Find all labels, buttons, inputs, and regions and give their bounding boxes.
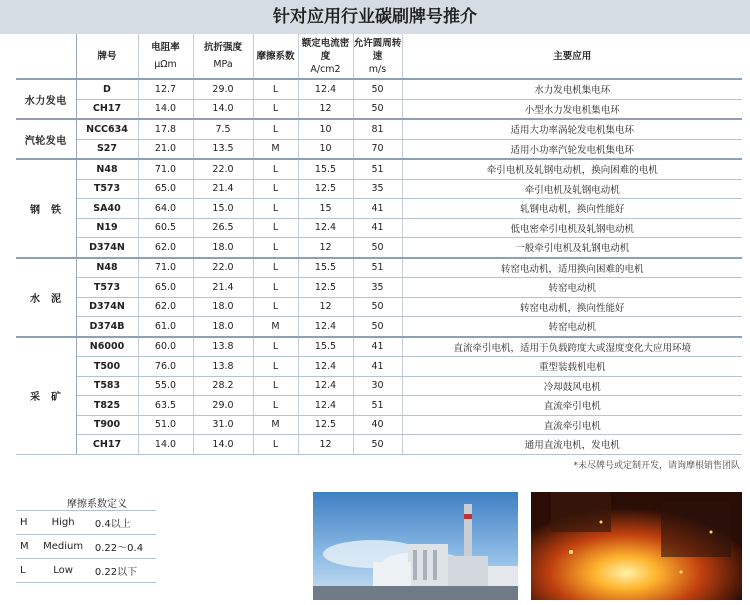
friction-cell: L [253,435,298,455]
grade-cell: T500 [76,357,138,377]
table-row [16,297,742,317]
legend-value: 0.22以下 [91,559,156,583]
legend-row [16,535,156,559]
industry-label: 汽轮发电 [16,119,76,159]
speed-cell: 50 [353,317,402,337]
resistivity-cell: 51.0 [138,415,193,435]
current-density-cell: 15.5 [298,159,353,179]
resistivity-cell: 62.0 [138,297,193,317]
speed-cell: 51 [353,258,402,278]
table-row [16,179,742,199]
steel-furnace-photo [531,492,742,600]
friction-cell: L [253,357,298,377]
application-cell: 重型装载机电机 [402,357,742,377]
strength-cell: 13.8 [193,337,253,357]
grade-cell: D374N [76,297,138,317]
current-density-cell: 12 [298,99,353,119]
application-cell: 直流牵引电机，适用于负载跨度大或湿度变化大应用环境 [402,337,742,357]
current-density-cell: 12.5 [298,278,353,298]
strength-cell: 13.8 [193,357,253,377]
resistivity-cell: 14.0 [138,99,193,119]
strength-cell: 31.0 [193,415,253,435]
strength-cell: 29.0 [193,396,253,416]
application-header: 主要应用 [402,34,742,79]
application-cell: 通用直流电机，发电机 [402,435,742,455]
legend-value: 0.22～0.4 [91,535,156,559]
grade-cell: T583 [76,376,138,396]
industry-label: 采 矿 [16,337,76,455]
friction-cell: L [253,218,298,238]
table-row [16,376,742,396]
resistivity-cell: 65.0 [138,278,193,298]
application-cell: 适用大功率涡轮发电机集电环 [402,119,742,139]
legend-row [16,559,156,583]
application-cell: 牵引电机及轧钢电动机 [402,179,742,199]
friction-cell: L [253,376,298,396]
strength-cell: 22.0 [193,258,253,278]
table-row [16,357,742,377]
grade-cell: T573 [76,278,138,298]
application-cell: 适用小功率汽轮发电机集电环 [402,139,742,159]
table-row [16,79,742,99]
friction-cell: L [253,297,298,317]
resistivity-header: 电阻率 μΩm [138,34,193,79]
application-cell: 牵引电机及轧钢电动机，换向困难的电机 [402,159,742,179]
friction-cell: L [253,119,298,139]
resistivity-cell: 14.0 [138,435,193,455]
table-row [16,435,742,455]
legend-row [16,511,156,535]
friction-cell: L [253,258,298,278]
application-cell: 转窑电动机 [402,317,742,337]
grade-cell: SA40 [76,199,138,219]
friction-cell: L [253,337,298,357]
grade-cell: CH17 [76,435,138,455]
strength-cell: 18.0 [193,317,253,337]
current-density-cell: 15.5 [298,258,353,278]
table-row [16,199,742,219]
current-density-cell: 12.4 [298,218,353,238]
industry-header [16,34,76,79]
application-cell: 小型水力发电机集电环 [402,99,742,119]
resistivity-cell: 60.5 [138,218,193,238]
resistivity-cell: 55.0 [138,376,193,396]
strength-cell: 14.0 [193,99,253,119]
industry-label: 水力发电 [16,79,76,119]
application-cell: 直流牵引电机 [402,415,742,435]
resistivity-cell: 21.0 [138,139,193,159]
resistivity-cell: 76.0 [138,357,193,377]
application-cell: 一般牵引电机及轧钢电动机 [402,238,742,258]
speed-cell: 50 [353,435,402,455]
table-row [16,99,742,119]
table-row [16,337,742,357]
friction-cell: L [253,159,298,179]
legend-name: Low [35,559,91,583]
table-row [16,317,742,337]
friction-cell: M [253,139,298,159]
strength-cell: 14.0 [193,435,253,455]
application-cell: 水力发电机集电环 [402,79,742,99]
application-cell: 转窑电动机 [402,278,742,298]
speed-cell: 50 [353,79,402,99]
table-row [16,415,742,435]
speed-cell: 50 [353,99,402,119]
grade-cell: D [76,79,138,99]
friction-cell: L [253,99,298,119]
friction-cell: L [253,179,298,199]
table-row [16,258,742,278]
strength-cell: 18.0 [193,238,253,258]
strength-cell: 26.5 [193,218,253,238]
strength-cell: 13.5 [193,139,253,159]
strength-cell: 22.0 [193,159,253,179]
current-density-cell: 12 [298,297,353,317]
brush-grade-table [16,34,742,455]
current-density-cell: 12.4 [298,79,353,99]
grade-header: 牌号 [76,34,138,79]
legend-name: High [35,511,91,535]
current-density-cell: 10 [298,139,353,159]
legend-code: M [16,535,35,559]
speed-cell: 30 [353,376,402,396]
current-density-cell: 12 [298,238,353,258]
resistivity-cell: 61.0 [138,317,193,337]
legend-code: H [16,511,35,535]
speed-cell: 41 [353,218,402,238]
grade-cell: T573 [76,179,138,199]
friction-legend [16,510,156,583]
page-title: 针对应用行业碳刷牌号推介 [0,0,750,34]
resistivity-cell: 60.0 [138,337,193,357]
current-density-header: 额定电流密度 A/cm2 [298,34,353,79]
footnote: *未尽牌号或定制开发，请询摩根销售团队 [573,461,740,471]
speed-cell: 70 [353,139,402,159]
friction-cell: L [253,238,298,258]
application-cell: 转窑电动机，换向性能好 [402,297,742,317]
grade-cell: S27 [76,139,138,159]
application-cell: 冷却鼓风电机 [402,376,742,396]
table-row [16,159,742,179]
resistivity-cell: 71.0 [138,159,193,179]
industry-label: 水 泥 [16,258,76,337]
strength-header: 抗折强度 MPa [193,34,253,79]
application-cell: 低电密牵引电机及轧钢电动机 [402,218,742,238]
resistivity-cell: 12.7 [138,79,193,99]
current-density-cell: 15 [298,199,353,219]
friction-cell: M [253,317,298,337]
resistivity-cell: 17.8 [138,119,193,139]
speed-cell: 41 [353,199,402,219]
speed-cell: 81 [353,119,402,139]
legend-code: L [16,559,35,583]
friction-cell: L [253,396,298,416]
table-row [16,119,742,139]
friction-cell: L [253,199,298,219]
table-row [16,278,742,298]
speed-cell: 41 [353,337,402,357]
industry-label: 钢 铁 [16,159,76,258]
table-row [16,396,742,416]
speed-header: 允许圆周转速 m/s [353,34,402,79]
grade-cell: T825 [76,396,138,416]
strength-cell: 21.4 [193,278,253,298]
strength-cell: 21.4 [193,179,253,199]
current-density-cell: 10 [298,119,353,139]
resistivity-cell: 65.0 [138,179,193,199]
resistivity-cell: 63.5 [138,396,193,416]
application-cell: 转窑电动机，适用换向困难的电机 [402,258,742,278]
speed-cell: 35 [353,278,402,298]
speed-cell: 41 [353,357,402,377]
legend-value: 0.4以上 [91,511,156,535]
grade-cell: N6000 [76,337,138,357]
grade-cell: CH17 [76,99,138,119]
table-header-row [16,34,742,79]
current-density-cell: 12.5 [298,179,353,199]
current-density-cell: 12.4 [298,396,353,416]
speed-cell: 50 [353,238,402,258]
resistivity-cell: 71.0 [138,258,193,278]
current-density-cell: 12 [298,435,353,455]
current-density-cell: 12.4 [298,357,353,377]
grade-cell: N48 [76,159,138,179]
application-cell: 直流牵引电机 [402,396,742,416]
grade-cell: D374N [76,238,138,258]
strength-cell: 29.0 [193,79,253,99]
grade-cell: T900 [76,415,138,435]
table-row [16,218,742,238]
table-row [16,238,742,258]
strength-cell: 15.0 [193,199,253,219]
current-density-cell: 12.5 [298,415,353,435]
friction-cell: M [253,415,298,435]
grade-cell: D374B [76,317,138,337]
speed-cell: 51 [353,159,402,179]
current-density-cell: 15.5 [298,337,353,357]
speed-cell: 40 [353,415,402,435]
grade-cell: NCC634 [76,119,138,139]
resistivity-cell: 64.0 [138,199,193,219]
legend-title: 摩擦系数定义 [67,499,127,510]
friction-cell: L [253,79,298,99]
speed-cell: 51 [353,396,402,416]
strength-cell: 18.0 [193,297,253,317]
speed-cell: 50 [353,297,402,317]
speed-cell: 35 [353,179,402,199]
application-cell: 轧钢电动机，换向性能好 [402,199,742,219]
friction-cell: L [253,278,298,298]
power-plant-photo [313,492,518,600]
resistivity-cell: 62.0 [138,238,193,258]
strength-cell: 28.2 [193,376,253,396]
current-density-cell: 12.4 [298,376,353,396]
legend-name: Medium [35,535,91,559]
grade-cell: N19 [76,218,138,238]
current-density-cell: 12.4 [298,317,353,337]
table-row [16,139,742,159]
friction-header: 摩擦系数 [253,34,298,79]
grade-cell: N48 [76,258,138,278]
strength-cell: 7.5 [193,119,253,139]
